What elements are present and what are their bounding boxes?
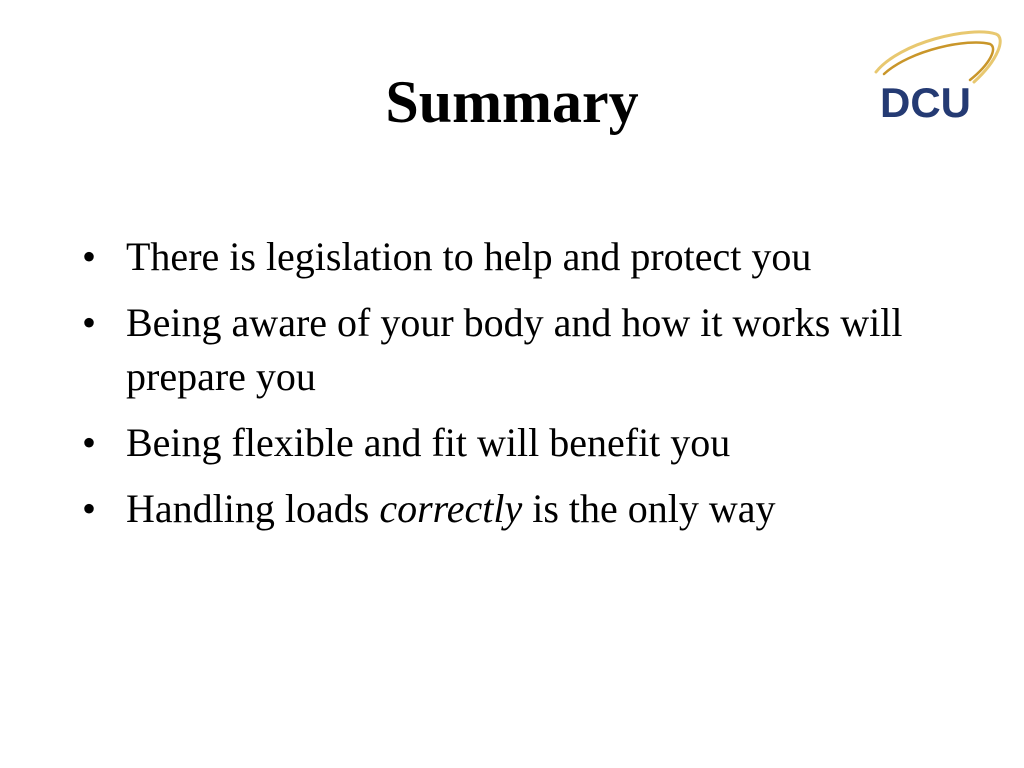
bullet-item xyxy=(82,416,962,470)
bullet-glyph: • xyxy=(82,234,97,279)
dcu-logo xyxy=(870,24,1004,124)
bullet-glyph: • xyxy=(82,420,97,465)
summary-bullet-list xyxy=(82,230,962,548)
logo-swoosh-inner xyxy=(884,42,993,80)
bullet-glyph: • xyxy=(82,486,97,531)
bullet-glyph: • xyxy=(82,300,97,345)
logo-text: DCU xyxy=(880,79,971,124)
slide-title: Summary xyxy=(385,69,639,135)
bullet-text-after: is the only way xyxy=(522,486,776,531)
bullet-text: Being aware of your body and how it works will prepare you xyxy=(126,300,903,399)
bullet-text-emphasis: correctly xyxy=(379,486,523,531)
logo-swoosh-outer xyxy=(876,32,1000,82)
bullet-text: Being flexible and fit will benefit you xyxy=(126,420,731,465)
bullet-text-before: Handling loads xyxy=(126,486,380,531)
bullet-item xyxy=(82,230,962,284)
bullet-item xyxy=(82,296,962,404)
bullet-text: There is legislation to help and protect you xyxy=(126,234,812,279)
bullet-item xyxy=(82,482,962,536)
